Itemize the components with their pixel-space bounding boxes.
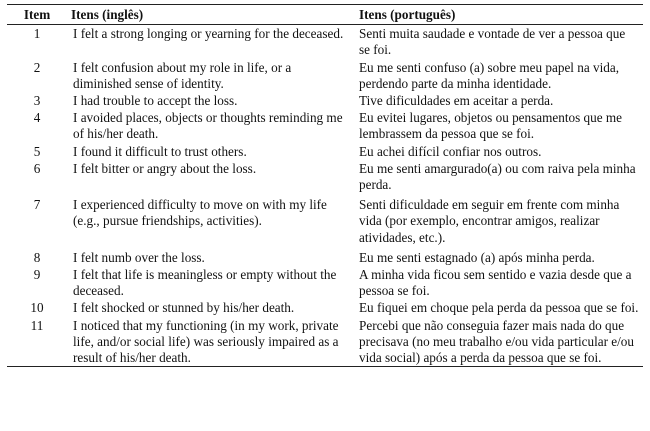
header-english: Itens (inglês) [71,7,144,22]
table-row [7,193,643,246]
item-portuguese: Tive dificuldades em aceitar a perda. [359,93,554,109]
item-portuguese: Senti muita saudade e vontade de ver a pessoa que se foi. [359,26,626,58]
item-number: 6 [33,160,41,176]
item-number: 2 [33,59,41,75]
table-row [7,92,643,109]
item-portuguese: A minha vida ficou sem sentido e vazia desde que a pessoa se foi. [359,267,632,299]
table-row [7,266,643,299]
table-header [7,5,643,25]
item-number: 4 [33,110,41,126]
item-portuguese: Senti dificuldade em seguir em frente com minha vida (por exemplo, encontrar amigos, realizar atividades, etc.). [359,197,620,245]
table-row [7,25,643,59]
item-portuguese: Eu evitei lugares, objetos ou pensamentos que me lembrassem da pessoa que se foi. [359,110,622,142]
item-number: 7 [33,197,41,213]
header-portuguese: Itens (português) [359,7,456,22]
item-portuguese: Eu me senti amargurado(a) ou com raiva pela minha perda. [359,160,636,193]
item-number: 3 [33,93,41,109]
item-english: I felt shocked or stunned by his/her death. [73,300,295,316]
item-portuguese: Eu achei difícil confiar nos outros. [359,143,542,159]
item-number: 5 [33,143,41,159]
item-portuguese: Eu me senti confuso (a) sobre meu papel na vida, perdendo parte da minha identidade. [359,59,620,91]
table-row [7,246,643,266]
table-row [7,59,643,92]
item-english: I noticed that my functioning (in my work, private life, and/or social life) was seriously impaired as a result of his/her death. [73,317,339,366]
item-number: 1 [33,26,41,42]
table-row [7,160,643,193]
item-english: I experienced difficulty to move on with my life (e.g., pursue friendships, activities). [73,197,327,229]
header-row [7,5,643,25]
item-english: I had trouble to accept the loss. [73,93,238,109]
table-row [7,143,643,160]
table-body [7,25,643,367]
item-number: 9 [33,267,41,283]
item-portuguese: Eu fiquei em choque pela perda da pessoa que se foi. [359,300,639,316]
item-number: 11 [30,317,44,333]
item-english: I felt a strong longing or yearning for the deceased. [73,26,344,42]
table-row [7,109,643,142]
item-english: I found it difficult to trust others. [73,143,247,159]
item-english: I felt confusion about my role in life, or a diminished sense of identity. [73,59,292,91]
item-english: I felt bitter or angry about the loss. [73,160,257,176]
item-english: I felt numb over the loss. [73,249,205,265]
header-item: Item [23,7,51,22]
item-number: 10 [30,300,44,316]
item-english: I felt that life is meaningless or empty without the deceased. [73,267,337,299]
item-number: 8 [33,249,41,265]
item-portuguese: Eu me senti estagnado (a) após minha perda. [359,249,595,265]
item-portuguese: Percebi que não conseguia fazer mais nada do que precisava (no meu trabalho e/ou vida particular e/ou vida social) após a perda da pessoa que se foi. [359,317,634,366]
item-english: I avoided places, objects or thoughts reminding me of his/her death. [73,110,343,142]
items-table [7,4,643,367]
table-row [7,299,643,316]
table-row [7,317,643,367]
